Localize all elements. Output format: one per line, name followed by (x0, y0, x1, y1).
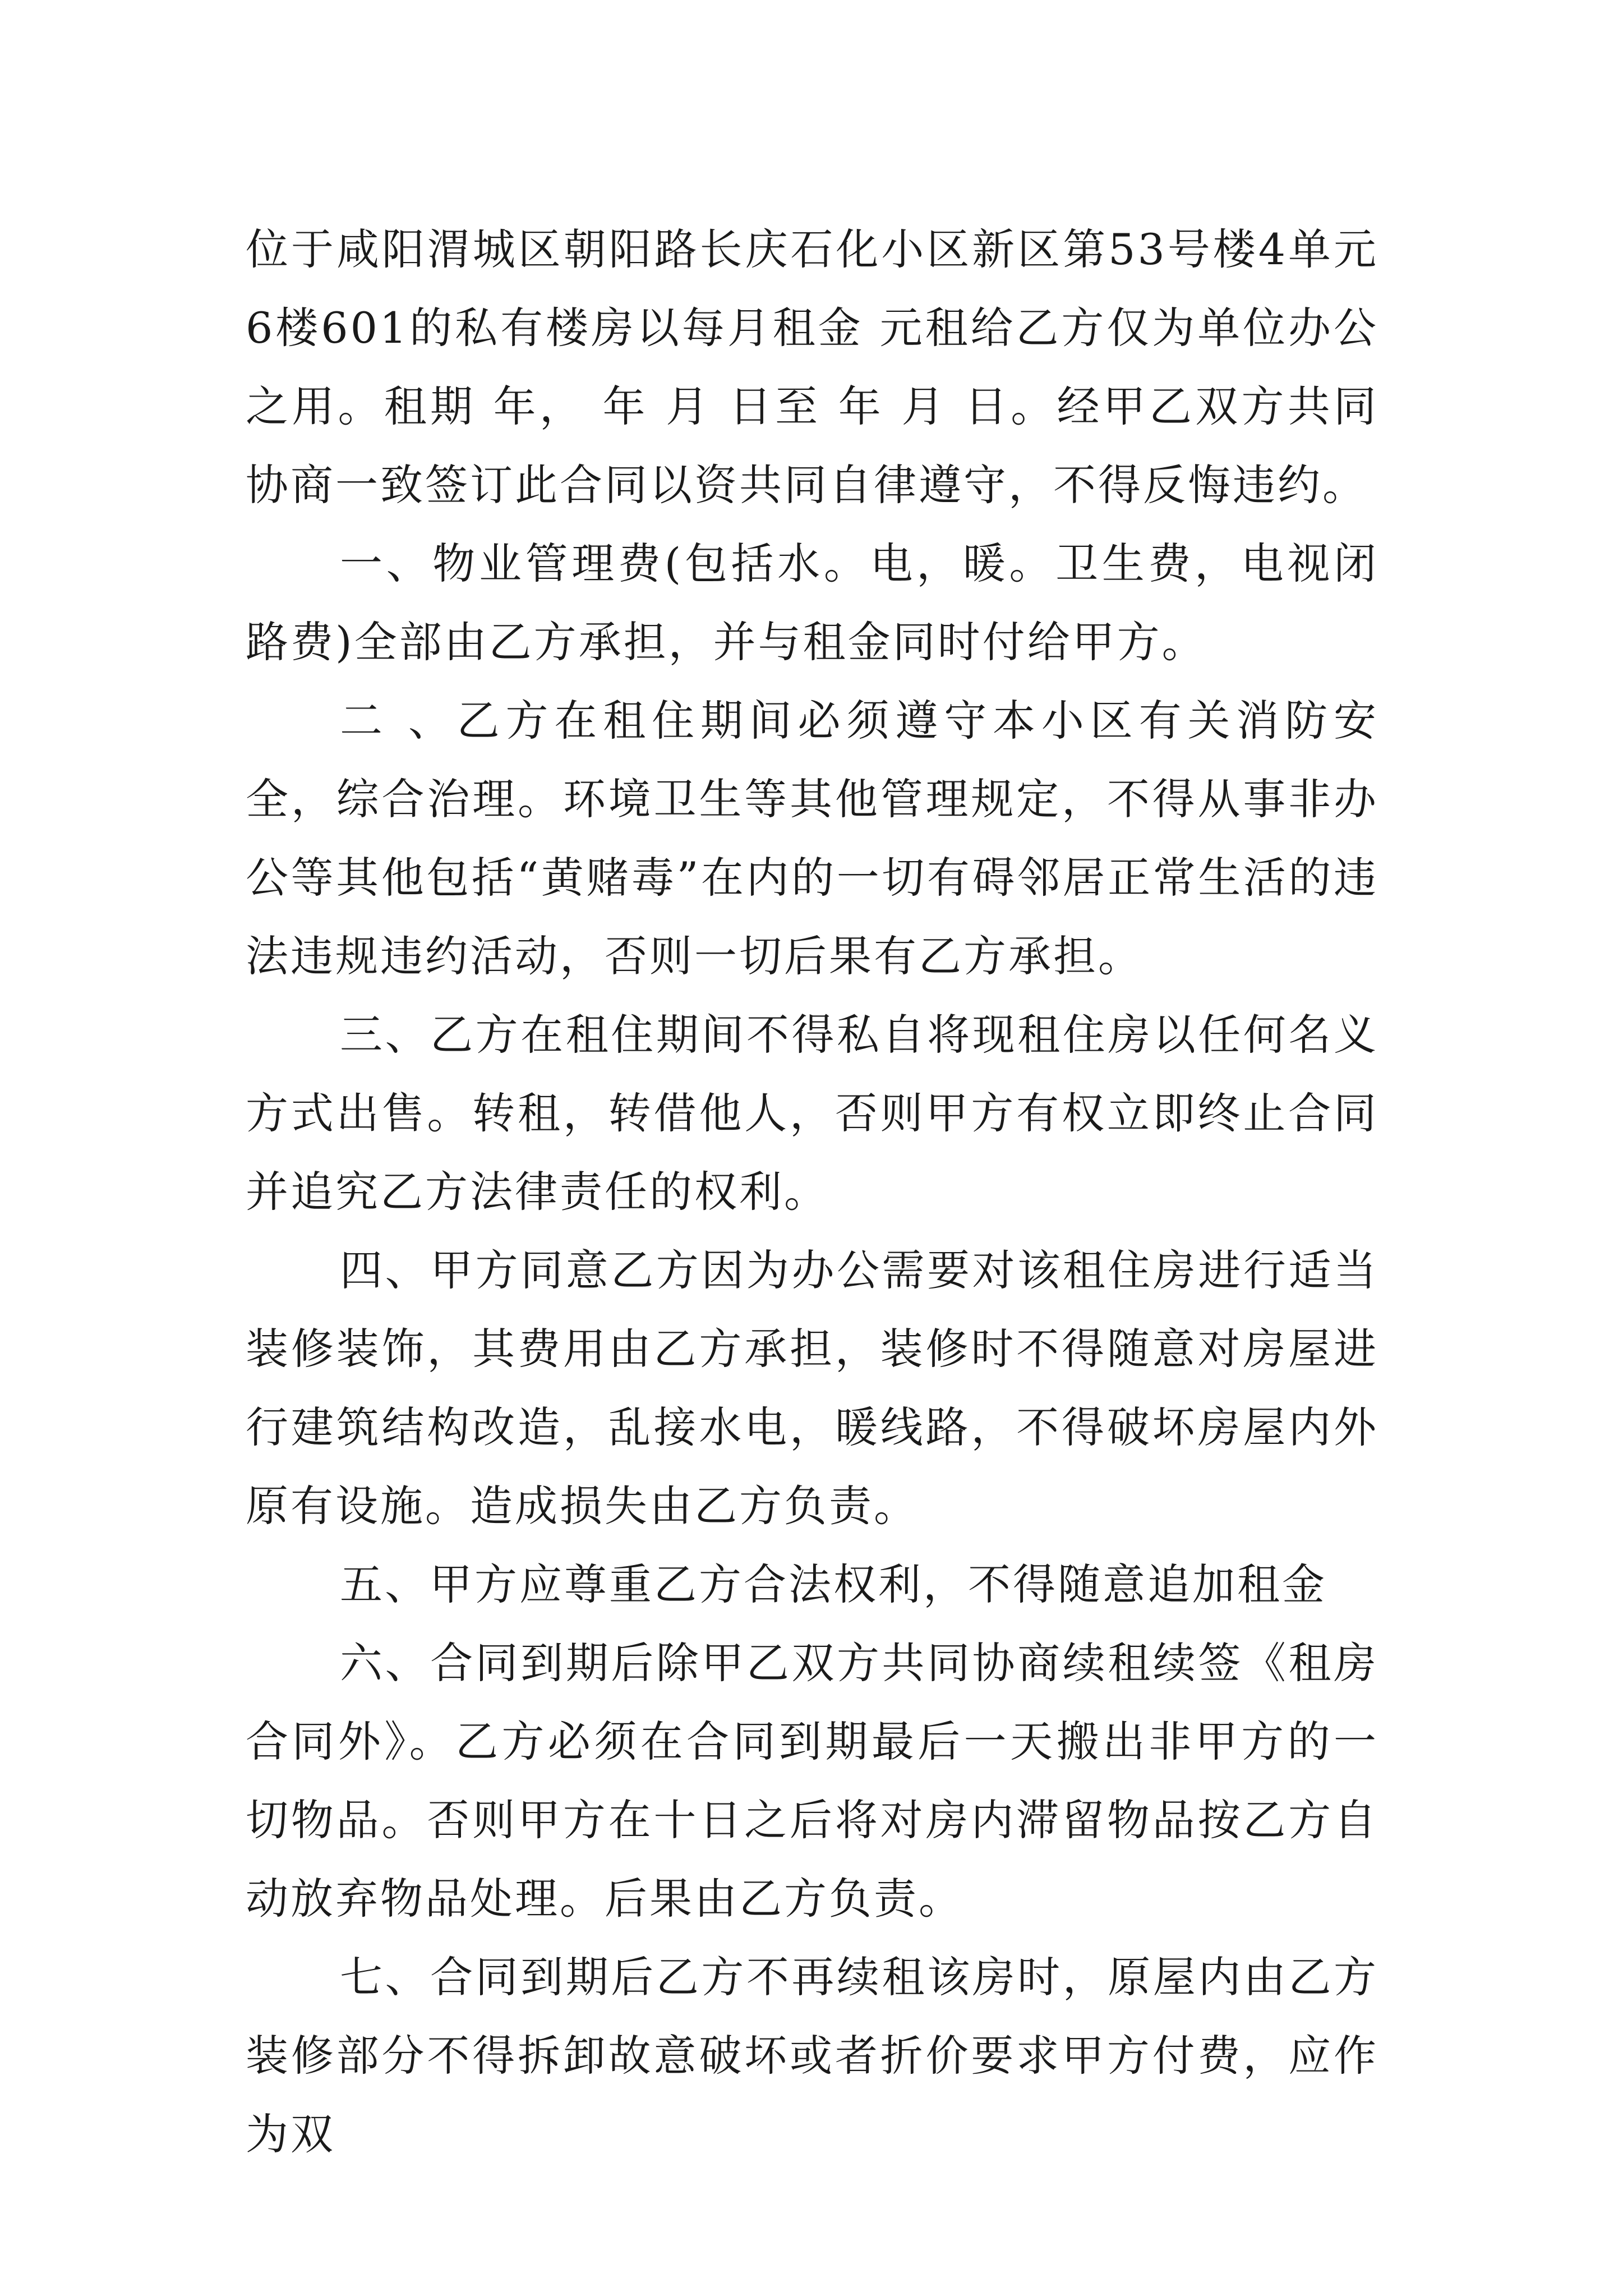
paragraph-intro: 位于咸阳渭城区朝阳路长庆石化小区新区第53号楼4单元6楼601的私有楼房以每月租金 元租给乙方仅为单位办公 之用。租期 年， 年 月 日至 年 月 日。经甲乙双方共同协商一致签订此合同以资共同自律遵守，不得反悔违约。 (246, 224, 1378, 510)
paragraph-clause-1: 一、物业管理费(包括水。电，暖。卫生费，电视闭路费)全部由乙方承担，并与租金同时付给甲方。 (246, 539, 1378, 667)
paragraph-clause-2: 二 、乙方在租住期间必须遵守本小区有关消防安全，综合治理。环境卫生等其他管理规定，不得从事非办公等其他包括“黄赌毒”在内的一切有碍邻居正常生活的违法违规违约活动，否则一切后果有乙方承担。 (246, 696, 1378, 981)
paragraph-clause-3: 三、乙方在租住期间不得私自将现租住房以任何名义方式出售。转租，转借他人，否则甲方有权立即终止合同并追究乙方法律责任的权利。 (246, 1010, 1378, 1217)
paragraph-clause-6: 六、合同到期后除甲乙双方共同协商续租续签《租房合同外》。乙方必须在合同到期最后一天搬出非甲方的一切物品。否则甲方在十日之后将对房内滞留物品按乙方自动放弃物品处理。后果由乙方负责。 (246, 1638, 1378, 1924)
paragraph-clause-7: 七、合同到期后乙方不再续租该房时，原屋内由乙方装修部分不得拆卸故意破坏或者折价要求甲方付费，应作为双 (246, 1952, 1378, 2159)
paragraph-clause-4: 四、甲方同意乙方因为办公需要对该租住房进行适当装修装饰，其费用由乙方承担，装修时不得随意对房屋进行建筑结构改造，乱接水电，暖线路，不得破坏房屋内外原有设施。造成损失由乙方负责。 (246, 1245, 1378, 1531)
document-body (246, 210, 1378, 2174)
paragraph-clause-5: 五、甲方应尊重乙方合法权利，不得随意追加租金 (340, 1559, 1327, 1609)
